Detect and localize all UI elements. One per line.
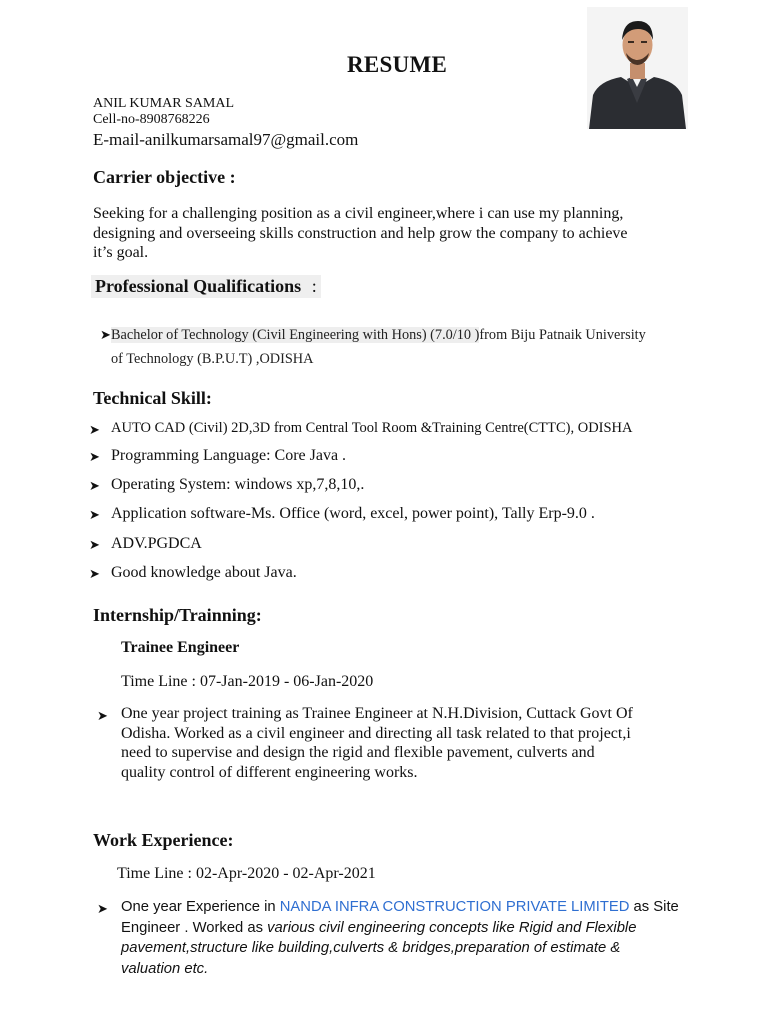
cell-number: Cell-no-8908768226 xyxy=(93,112,210,127)
arrow-bullet-icon: ➤ xyxy=(89,449,100,464)
work-text: as Site xyxy=(629,899,679,915)
internship-heading: Internship/Trainning: xyxy=(93,605,262,625)
profile-photo xyxy=(587,7,688,129)
internship-description xyxy=(121,704,633,782)
internship-role: Trainee Engineer xyxy=(121,639,240,656)
company-name: NANDA INFRA CONSTRUCTION PRIVATE LIMITED xyxy=(279,899,630,915)
arrow-bullet-icon: ➤ xyxy=(89,537,100,552)
work-text-italic: valuation etc. xyxy=(121,960,209,977)
skill-item: Programming Language: Core Java . xyxy=(111,447,347,464)
arrow-bullet-icon: ➤ xyxy=(97,708,108,723)
work-timeline: Time Line : 02-Apr-2020 - 02-Apr-2021 xyxy=(117,865,376,882)
resume-title: RESUME xyxy=(347,52,448,77)
arrow-bullet-icon: ➤ xyxy=(89,507,100,522)
internship-timeline: Time Line : 07-Jan-2019 - 06-Jan-2020 xyxy=(121,673,374,690)
qualification-item xyxy=(111,323,711,371)
work-description xyxy=(121,897,711,979)
work-text: One year Experience in xyxy=(121,899,280,915)
internship-line: need to supervise and design the rigid and flexible pavement, culverts and xyxy=(121,744,595,761)
qualifications-heading-colon: : xyxy=(311,276,317,296)
objective-heading: Carrier objective : xyxy=(93,167,236,187)
qualification-degree: Bachelor of Technology (Civil Engineering with Hons) (7.0/10 ) xyxy=(111,327,480,343)
arrow-bullet-icon: ➤ xyxy=(89,478,100,493)
email-address: E-mail-anilkumarsamal97@gmail.com xyxy=(93,130,359,149)
qualifications-heading xyxy=(91,275,321,298)
qualification-university: from Biju Patnaik University xyxy=(479,327,646,343)
work-text-italic: pavement,structure like building,culverts & bridges,preparation of estimate & xyxy=(121,940,621,956)
technical-skill-heading: Technical Skill: xyxy=(93,388,212,408)
qualification-university-line2: of Technology (B.P.U.T) ,ODISHA xyxy=(111,351,314,367)
objective-line: Seeking for a challenging position as a civil engineer,where i can use my planning, xyxy=(93,205,624,222)
internship-line: quality control of different engineering works. xyxy=(121,763,418,781)
objective-line: designing and overseeing skills construction and help grow the company to achieve xyxy=(93,224,628,242)
work-text-italic: various civil engineering concepts like Rigid and Flexible xyxy=(267,919,637,936)
person-photo-icon xyxy=(587,7,688,129)
arrow-bullet-icon: ➤ xyxy=(97,901,108,916)
skill-item: Operating System: windows xp,7,8,10,. xyxy=(111,476,365,493)
skill-item: ADV.PGDCA xyxy=(111,535,202,552)
skill-item: AUTO CAD (Civil) 2D,3D from Central Tool Room &Training Centre(CTTC), ODISHA xyxy=(111,420,633,436)
internship-line: Odisha. Worked as a civil engineer and directing all task related to that project,i xyxy=(121,724,631,742)
objective-text xyxy=(93,204,628,263)
qualifications-heading-text: Professional Qualifications xyxy=(95,276,302,296)
work-text: Engineer . Worked as xyxy=(121,919,268,936)
candidate-name: ANIL KUMAR SAMAL xyxy=(93,96,235,111)
arrow-bullet-icon: ➤ xyxy=(89,566,100,581)
arrow-bullet-icon: ➤ xyxy=(89,422,100,437)
arrow-bullet-icon: ➤ xyxy=(100,327,111,342)
skill-item: Application software-Ms. Office (word, excel, power point), Tally Erp-9.0 . xyxy=(111,505,595,522)
objective-line: it’s goal. xyxy=(93,244,149,261)
internship-line: One year project training as Trainee Engineer at N.H.Division, Cuttack Govt Of xyxy=(121,705,633,722)
skill-item: Good knowledge about Java. xyxy=(111,564,297,581)
work-experience-heading: Work Experience: xyxy=(93,830,234,850)
